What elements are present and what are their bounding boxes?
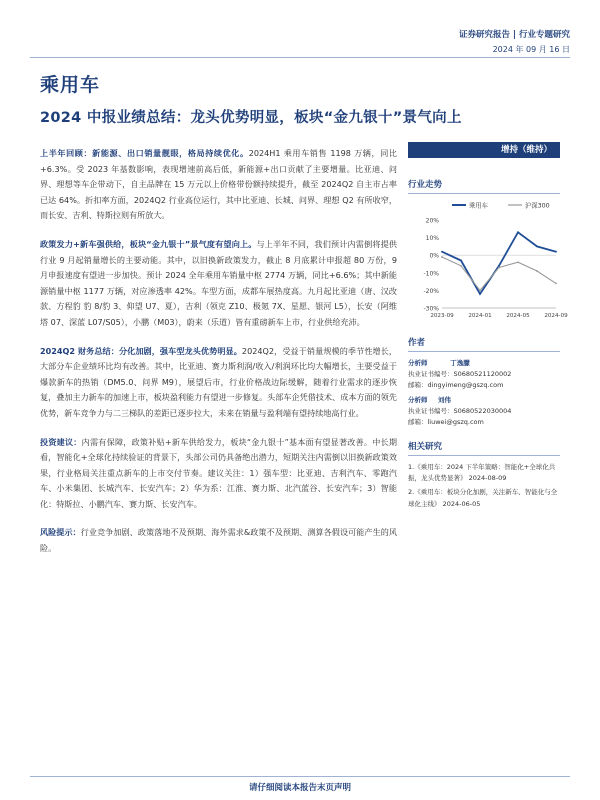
legend-label: 沪深300	[525, 202, 550, 210]
summary-paragraph-investment	[40, 435, 397, 513]
author-name: 刘伟	[437, 396, 451, 404]
related-item-date: 2024-08-09	[468, 474, 507, 483]
series-point	[517, 231, 519, 233]
industry-title: 乘用车	[40, 74, 101, 96]
y-tick-label: 20%	[425, 217, 439, 225]
y-tick-label: -30%	[423, 305, 439, 313]
related-item-text: 1.《乘用车：2024 下半年策略：智能化+全球化共振，龙头优势显著》	[408, 463, 556, 483]
series-point	[441, 256, 443, 258]
report-tag: 证券研究报告 | 行业专题研究	[458, 30, 570, 40]
series-point	[479, 293, 481, 295]
paragraph-lead: 政策发力+新车强供给，板块“金九银十”景气度有望向上。	[40, 238, 257, 249]
author-line	[408, 358, 560, 369]
series-point	[441, 251, 443, 253]
related-list	[408, 462, 560, 510]
series-point	[555, 251, 557, 253]
paragraph-lead: 2024Q2 财务总结：分化加剧，强车型龙头优势明显。	[40, 345, 242, 356]
report-headline: 2024 中报业绩总结：龙头优势明显，板块“金九银十”景气向上	[40, 110, 462, 126]
authors-title: 作者	[408, 336, 560, 352]
author-role: 分析师	[408, 359, 428, 367]
paragraph-body: 与上半年不同，我们预计内需倒将提供行业 9 月起销量增长的主要动能。其中，以旧换新政策发力，截止 8 月底累计申报超 80 万份，9 月申报速度有望进一步加快。预计 2024 全年乘用车销量中枢 2774 万辆，同比+6.6%；其中新能源销量中枢 1177 万辆，对应渗透率 42%。车型方面，成都车展热度高。九月起比亚迪（唐、汉改款、方程豹 豹 8/豹 3、仰望 U7、夏），吉利（领克 Z10、极氪 7X、星愿、银河 L5），长安（阿维塔 07、深蓝 L07/S05），小鹏（M03），蔚来（乐道）皆有重磅新车上市，行业供给充沛。	[40, 238, 397, 327]
series-point	[536, 246, 538, 248]
footer-disclaimer: 请仔细阅读本报告末页声明	[248, 783, 351, 793]
series-point	[555, 282, 557, 284]
related-item[interactable]	[408, 487, 560, 509]
summary-paragraph-policy	[40, 237, 397, 331]
trend-chart	[408, 196, 568, 328]
paragraph-body: 2024Q2，受益于销量规模的季节性增长，大部分车企业绩环比均有改善。其中，比亚迪、赛力斯利润/收入/利润环比均大幅增长，主要受益于爆款新车的热销（DM5.0、问界 M9），展望后市，行业价格战边际缓解，随着行业需求的逐步恢复，叠加主力新车的加速上市，板块盈利能力有望进一步修复。头部车企凭借技术、成本方面的领先优势，新车竞争力与二三梯队的差距已逐步拉大，未来在销量与盈利端有望持续地高行业。	[40, 345, 398, 418]
series-point	[517, 261, 519, 263]
series-line-1	[442, 257, 556, 290]
author-email[interactable]: 邮箱：dingyimeng@gszq.com	[408, 381, 504, 389]
author-name: 丁逸朦	[450, 359, 470, 367]
summary-paragraph-review	[40, 146, 397, 224]
y-tick-label: 0%	[429, 252, 439, 260]
y-tick-label: -20%	[423, 287, 439, 295]
author-email[interactable]: 邮箱：liuwei@gszq.com	[408, 418, 484, 426]
related-item-date: 2024-06-05	[442, 499, 481, 508]
legend-label: 乘用车	[469, 202, 488, 210]
series-point	[460, 265, 462, 267]
header-divider	[30, 57, 570, 58]
related-title: 相关研究	[408, 440, 560, 456]
summary-paragraph-finance	[40, 344, 397, 422]
series-point	[498, 265, 500, 267]
author-line	[408, 395, 560, 406]
x-tick-label: 2024-05	[506, 313, 530, 319]
series-point	[498, 267, 500, 269]
sidebar	[408, 142, 568, 510]
rating-badge: 增持（维持）	[408, 142, 560, 158]
y-tick-label: 10%	[425, 235, 439, 243]
series-point	[460, 260, 462, 262]
related-item-text: 2.《乘用车：板块分化加剧，关注新车、智能化与全球化主线》	[408, 488, 558, 508]
report-date: 2024 年 09 月 16 日	[492, 45, 570, 54]
related-item[interactable]	[408, 462, 560, 484]
paragraph-body: 2024H1 乘用车销售 1198 万辆，同比+6.3%。受 2023 年基数影响，表现增速前高后低，新能源+出口贡献了主要增量。比亚迪、问界、理想等车企带动下，自主品牌在 15 万元以上价格带份额持续提升，截至 2024Q2 自主市占率已达 64%。折扣率方面，2024Q2 行业高位运行，其中比亚迪、长城、问界、理想 Q2 有所收窄，而长安、吉利、特斯拉则有所放大。	[40, 148, 397, 221]
y-tick-label: -10%	[423, 270, 439, 278]
paragraph-lead: 风险提示：	[40, 527, 81, 538]
x-tick-label: 2023-09	[430, 313, 454, 319]
paragraph-lead: 上半年回顾：新能源、出口销量靓眼，格局持续优化。	[40, 148, 249, 158]
paragraph-body: 行业竞争加剧、政策落地不及预期、海外需求&政策不及预期、测算各假设可能产生的风险。	[40, 527, 397, 554]
series-point	[536, 270, 538, 272]
author-cert: 执业证书编号：S0680521120002	[408, 370, 512, 378]
paragraph-lead: 投资建议：	[40, 436, 82, 447]
author-role: 分析师	[408, 396, 428, 404]
summary-column	[40, 146, 397, 570]
x-tick-label: 2024-09	[544, 313, 568, 319]
x-tick-label: 2024-01	[468, 313, 492, 319]
paragraph-body: 内需有保障，政策补贴+新车供给发力，板块“金九银十”基本面有望显著改善。中长期看，智能化+全球化持续验证的背景下，头部公司仍具备绝出潜力，短期关注内需倒以旧换新政策效果，行业格局关注重点新车的上市交付节奏。建议关注：1）强车型：比亚迪、吉利汽车、零跑汽车、小米集团、长城汽车、长安汽车；2）华为系：江淮、赛力斯、北汽蓝谷、长安汽车；3）智能化：特斯拉、小鹏汽车、赛力斯、长安汽车。	[40, 436, 397, 509]
series-point	[479, 290, 481, 292]
series-line-0	[442, 232, 556, 294]
summary-paragraph-risk	[40, 525, 397, 556]
trend-title: 行业走势	[408, 178, 560, 194]
author-block	[408, 395, 560, 428]
author-cert: 执业证书编号：S0680522030004	[408, 407, 512, 415]
author-block	[408, 358, 560, 391]
footer-divider	[30, 776, 570, 777]
